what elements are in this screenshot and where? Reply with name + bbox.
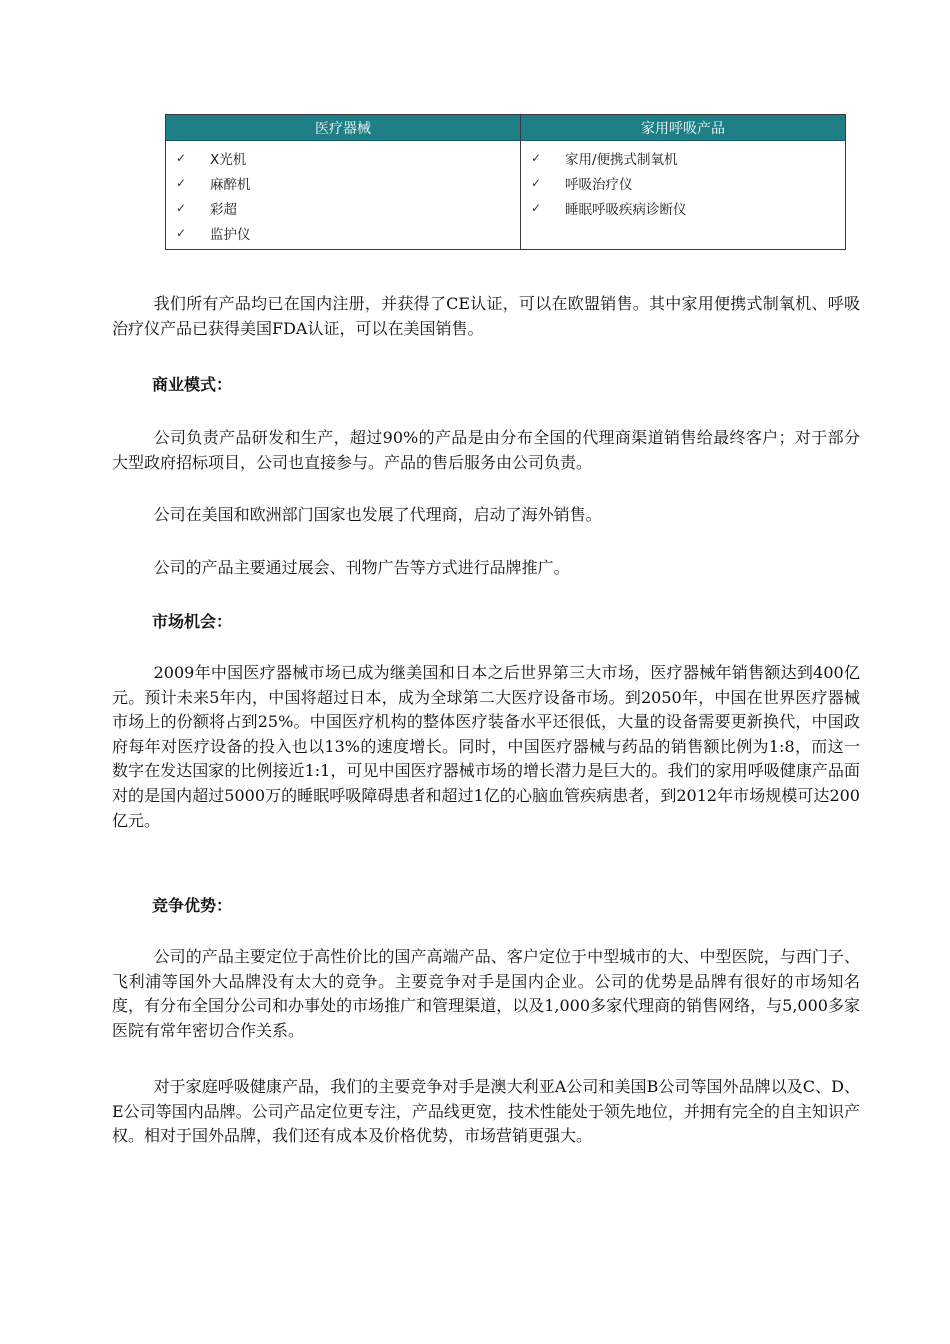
list-item: ✓ 彩超 — [176, 200, 237, 218]
list-item: ✓ 监护仪 — [176, 225, 251, 243]
competitive-advantage-heading: 竞争优势： — [152, 896, 233, 915]
home-respiratory-list — [521, 141, 845, 220]
competition-paragraph-block — [112, 945, 860, 1043]
product-table — [165, 114, 846, 250]
medical-devices-header: 医疗器械 — [166, 115, 520, 141]
market-paragraph-block — [112, 661, 860, 833]
medical-devices-column — [166, 115, 521, 249]
home-respiratory-column — [521, 115, 845, 249]
business-model-heading: 商业模式： — [152, 375, 233, 394]
promotion-paragraph: 公司的产品主要通过展会、刊物广告等方式进行品牌推广。 — [153, 558, 570, 577]
market-paragraph: 2009年中国医疗器械市场已成为继美国和日本之后世界第三大市场，医疗器械年销售额达到400亿元。预计未来5年内，中国将超过日本，成为全球第二大医疗设备市场。到2050年，中国在世界医疗器械市场上的份额将占到25%。中国医疗机构的整体医疗装备水平还很低，大量的设备需要更新换代，中国政府每年对医疗设备的投入也以13%的速度增长。同时，中国医疗器械与药品的销售额比例为1:8，而这一数字在发达国家的比例接近1:1，可见中国医疗器械市场的增长潜力是巨大的。我们的家用呼吸健康产品面对的是国内超过5000万的睡眠呼吸障碍患者和超过1亿的心脑血管疾病患者，到2012年市场规模可达200亿元。 — [112, 663, 860, 830]
check-icon: ✓ — [176, 175, 187, 190]
promotion-paragraph-block — [112, 556, 860, 581]
competition-paragraph: 公司的产品主要定位于高性价比的国产高端产品、客户定位于中型城市的大、中型医院，与西门子、飞利浦等国外大品牌没有太大的竞争。主要竞争对手是国内企业。公司的优势是品牌有很好的市场知名度，有分布全国分公司和办事处的市场推广和管理渠道，以及1,000多家代理商的销售网络，与5,000多家医院有常年密切合作关系。 — [112, 947, 860, 1040]
overseas-paragraph: 公司在美国和欧洲部门国家也发展了代理商，启动了海外销售。 — [153, 505, 602, 524]
check-icon: ✓ — [531, 200, 542, 215]
check-icon: ✓ — [176, 225, 187, 240]
overseas-paragraph-block — [112, 503, 860, 528]
list-item: ✓ X光机 — [176, 150, 247, 168]
home-respiratory-competition-block — [112, 1075, 860, 1149]
business-paragraph: 公司负责产品研发和生产，超过90%的产品是由分布全国的代理商渠道销售给最终客户；对于部分大型政府招标项目，公司也直接参与。产品的售后服务由公司负责。 — [112, 428, 860, 472]
check-icon: ✓ — [531, 150, 542, 165]
intro-paragraph-block — [112, 292, 860, 341]
home-respiratory-header: 家用呼吸产品 — [521, 115, 845, 141]
market-opportunity-heading: 市场机会： — [152, 612, 233, 631]
check-icon: ✓ — [176, 150, 187, 165]
home-respiratory-competition-paragraph: 对于家庭呼吸健康产品，我们的主要竞争对手是澳大利亚A公司和美国B公司等国外品牌以及C、D、E公司等国内品牌。公司产品定位更专注，产品线更宽，技术性能处于领先地位，并拥有完全的自主知识产权。相对于国外品牌，我们还有成本及价格优势，市场营销更强大。 — [112, 1077, 860, 1146]
business-paragraph-block — [112, 426, 860, 475]
list-item: ✓ 睡眠呼吸疾病诊断仪 — [531, 200, 687, 218]
list-item: ✓ 麻醉机 — [176, 175, 251, 193]
check-icon: ✓ — [176, 200, 187, 215]
intro-paragraph: 我们所有产品均已在国内注册，并获得了CE认证，可以在欧盟销售。其中家用便携式制氧机、呼吸治疗仪产品已获得美国FDA认证，可以在美国销售。 — [112, 294, 860, 338]
list-item: ✓ 呼吸治疗仪 — [531, 175, 633, 193]
list-item: ✓ 家用/便携式制氧机 — [531, 150, 678, 168]
check-icon: ✓ — [531, 175, 542, 190]
medical-devices-list — [166, 141, 520, 245]
